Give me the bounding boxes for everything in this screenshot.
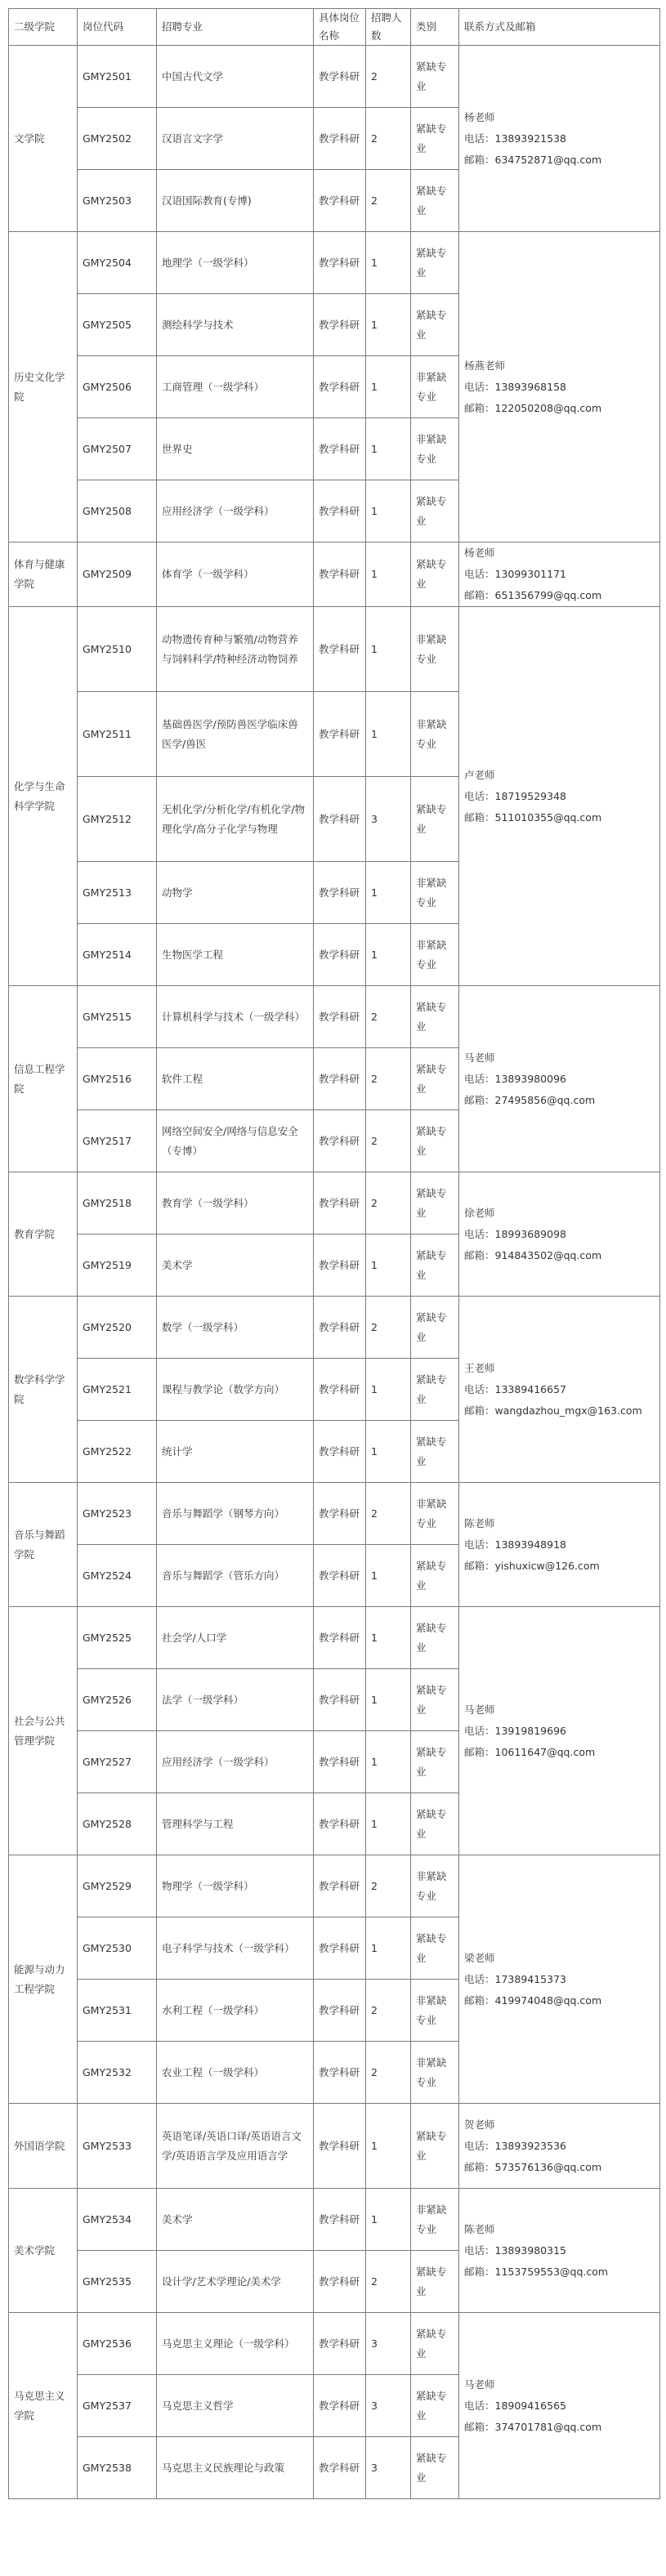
college-cell: 音乐与舞蹈学院: [9, 1483, 78, 1607]
post-name-cell: 教学科研: [314, 1793, 366, 1855]
post-code-cell: GMY2520: [78, 1297, 157, 1359]
major-cell: 电子科学与技术（一级学科）: [157, 1917, 314, 1980]
major-cell: 农业工程（一级学科）: [157, 2042, 314, 2104]
contact-person: 陈老师: [464, 1516, 495, 1529]
major-cell: 数学（一级学科）: [157, 1297, 314, 1359]
count-cell: 1: [366, 356, 411, 418]
category-cell: 非紧缺专业: [411, 692, 459, 777]
contact-person: 梁老师: [464, 1951, 495, 1964]
major-cell: 应用经济学（一级学科）: [157, 1731, 314, 1793]
count-cell: 3: [366, 2437, 411, 2499]
count-cell: 3: [366, 2375, 411, 2437]
contact-cell: [459, 1297, 660, 1483]
post-name-cell: 教学科研: [314, 1855, 366, 1917]
post-code-cell: GMY2510: [78, 607, 157, 692]
major-cell: 测绘科学与技术: [157, 294, 314, 356]
table-row: [9, 46, 660, 108]
contact-cell: [459, 232, 660, 542]
major-cell: 课程与教学论（数学方向）: [157, 1359, 314, 1421]
category-cell: 紧缺专业: [411, 1421, 459, 1483]
contact-phone: 电话：13919819696: [464, 1724, 566, 1737]
post-code-cell: GMY2529: [78, 1855, 157, 1917]
count-cell: 1: [366, 1917, 411, 1980]
post-code-cell: GMY2534: [78, 2189, 157, 2251]
category-cell: 非紧缺专业: [411, 1483, 459, 1545]
count-cell: 1: [366, 232, 411, 294]
post-name-cell: 教学科研: [314, 692, 366, 777]
post-code-cell: GMY2535: [78, 2251, 157, 2313]
post-code-cell: GMY2527: [78, 1731, 157, 1793]
college-cell: 体育与健康学院: [9, 542, 78, 607]
contact-cell: [459, 1172, 660, 1297]
major-cell: 英语笔译/英语口译/英语语言文学/英语语言学及应用语言学: [157, 2104, 314, 2189]
category-cell: 非紧缺专业: [411, 356, 459, 418]
count-cell: 2: [366, 1172, 411, 1234]
category-cell: 紧缺专业: [411, 542, 459, 607]
category-cell: 紧缺专业: [411, 1731, 459, 1793]
post-code-cell: GMY2522: [78, 1421, 157, 1483]
contact-person: 杨老师: [464, 547, 495, 559]
major-cell: 统计学: [157, 1421, 314, 1483]
post-name-cell: 教学科研: [314, 1234, 366, 1297]
post-name-cell: 教学科研: [314, 46, 366, 108]
count-cell: 1: [366, 862, 411, 924]
category-cell: 非紧缺专业: [411, 862, 459, 924]
post-code-cell: GMY2511: [78, 692, 157, 777]
table-body: [9, 46, 660, 2499]
post-code-cell: GMY2528: [78, 1793, 157, 1855]
count-cell: 1: [366, 1359, 411, 1421]
count-cell: 3: [366, 777, 411, 862]
table-row: [9, 1855, 660, 1917]
count-cell: 1: [366, 1234, 411, 1297]
contact-cell: [459, 2313, 660, 2499]
contact-email: 邮箱：wangdazhou_mgx@163.com: [464, 1404, 642, 1417]
category-cell: 紧缺专业: [411, 2313, 459, 2375]
post-code-cell: GMY2505: [78, 294, 157, 356]
college-cell: 文学院: [9, 46, 78, 232]
category-cell: 紧缺专业: [411, 170, 459, 232]
post-code-cell: GMY2509: [78, 542, 157, 607]
contact-phone: 电话：18719529348: [464, 789, 566, 802]
contact-email: 邮箱：634752871@qq.com: [464, 153, 602, 166]
contact-email: 邮箱：914843502@qq.com: [464, 1248, 602, 1261]
major-cell: 水利工程（一级学科）: [157, 1980, 314, 2042]
table-row: [9, 232, 660, 294]
header-contact: 联系方式及邮箱: [459, 9, 660, 46]
contact-cell: [459, 986, 660, 1172]
major-cell: 计算机科学与技术（一级学科）: [157, 986, 314, 1048]
post-name-cell: 教学科研: [314, 1421, 366, 1483]
contact-cell: [459, 2189, 660, 2313]
post-code-cell: GMY2525: [78, 1607, 157, 1669]
major-cell: 美术学: [157, 2189, 314, 2251]
major-cell: 动物遗传育种与繁殖/动物营养与饲料科学/特种经济动物饲养: [157, 607, 314, 692]
contact-cell: [459, 46, 660, 232]
post-code-cell: GMY2523: [78, 1483, 157, 1545]
college-cell: 社会与公共管理学院: [9, 1607, 78, 1855]
contact-email: 邮箱：573576136@qq.com: [464, 2160, 602, 2173]
category-cell: 紧缺专业: [411, 480, 459, 542]
category-cell: 紧缺专业: [411, 1793, 459, 1855]
category-cell: 紧缺专业: [411, 1669, 459, 1731]
contact-phone: 电话：13893980315: [464, 2243, 566, 2257]
count-cell: 2: [366, 1110, 411, 1172]
count-cell: 2: [366, 1855, 411, 1917]
post-code-cell: GMY2518: [78, 1172, 157, 1234]
category-cell: 紧缺专业: [411, 1545, 459, 1607]
major-cell: 无机化学/分析化学/有机化学/物理化学/高分子化学与物理: [157, 777, 314, 862]
category-cell: 紧缺专业: [411, 986, 459, 1048]
major-cell: 地理学（一级学科）: [157, 232, 314, 294]
count-cell: 3: [366, 2313, 411, 2375]
count-cell: 1: [366, 1607, 411, 1669]
contact-person: 卢老师: [464, 768, 495, 781]
major-cell: 美术学: [157, 1234, 314, 1297]
category-cell: 紧缺专业: [411, 2437, 459, 2499]
count-cell: 1: [366, 1731, 411, 1793]
college-cell: 马克思主义学院: [9, 2313, 78, 2499]
contact-email: 邮箱：122050208@qq.com: [464, 401, 602, 414]
count-cell: 1: [366, 480, 411, 542]
contact-person: 徐老师: [464, 1206, 495, 1219]
major-cell: 法学（一级学科）: [157, 1669, 314, 1731]
contact-email: 邮箱：511010355@qq.com: [464, 810, 602, 824]
count-cell: 1: [366, 692, 411, 777]
category-cell: 非紧缺专业: [411, 924, 459, 986]
major-cell: 管理科学与工程: [157, 1793, 314, 1855]
college-cell: 化学与生命科学学院: [9, 607, 78, 986]
category-cell: 紧缺专业: [411, 1234, 459, 1297]
recruitment-table: [8, 8, 660, 2499]
contact-email: 邮箱：1153759553@qq.com: [464, 2265, 609, 2278]
contact-cell: [459, 1483, 660, 1607]
contact-phone: 电话：18993689098: [464, 1227, 566, 1240]
post-code-cell: GMY2530: [78, 1917, 157, 1980]
post-name-cell: 教学科研: [314, 1545, 366, 1607]
contact-phone: 电话：13893980096: [464, 1072, 566, 1085]
contact-person: 马老师: [464, 2377, 495, 2391]
post-code-cell: GMY2515: [78, 986, 157, 1048]
contact-phone: 电话：13893968158: [464, 380, 566, 393]
contact-cell: [459, 1607, 660, 1855]
contact-phone: 电话：17389415373: [464, 1972, 566, 1985]
contact-person: 马老师: [464, 1051, 495, 1064]
post-code-cell: GMY2538: [78, 2437, 157, 2499]
post-code-cell: GMY2514: [78, 924, 157, 986]
major-cell: 汉语言文字学: [157, 108, 314, 170]
contact-phone: 电话：13389416657: [464, 1382, 566, 1395]
post-name-cell: 教学科研: [314, 1297, 366, 1359]
count-cell: 2: [366, 1297, 411, 1359]
post-code-cell: GMY2521: [78, 1359, 157, 1421]
post-name-cell: 教学科研: [314, 1731, 366, 1793]
post-name-cell: 教学科研: [314, 2042, 366, 2104]
major-cell: 物理学（一级学科）: [157, 1855, 314, 1917]
header-post-name: 具体岗位名称: [314, 9, 366, 46]
table-row: [9, 1483, 660, 1545]
count-cell: 1: [366, 294, 411, 356]
college-cell: 外国语学院: [9, 2104, 78, 2189]
header-category: 类别: [411, 9, 459, 46]
contact-email: 邮箱：yishuxicw@126.com: [464, 1559, 600, 1572]
college-cell: 信息工程学院: [9, 986, 78, 1172]
contact-phone: 电话：13893921538: [464, 132, 566, 145]
post-name-cell: 教学科研: [314, 1172, 366, 1234]
major-cell: 工商管理（一级学科）: [157, 356, 314, 418]
category-cell: 紧缺专业: [411, 1172, 459, 1234]
post-name-cell: 教学科研: [314, 862, 366, 924]
contact-person: 贺老师: [464, 2118, 495, 2131]
major-cell: 生物医学工程: [157, 924, 314, 986]
category-cell: 紧缺专业: [411, 1607, 459, 1669]
post-code-cell: GMY2531: [78, 1980, 157, 2042]
contact-phone: 电话：13893923536: [464, 2139, 566, 2152]
major-cell: 中国古代文学: [157, 46, 314, 108]
post-name-cell: 教学科研: [314, 986, 366, 1048]
count-cell: 1: [366, 1545, 411, 1607]
contact-phone: 电话：18909416565: [464, 2399, 566, 2412]
header-college: 二级学院: [9, 9, 78, 46]
table-row: [9, 1607, 660, 1669]
post-code-cell: GMY2536: [78, 2313, 157, 2375]
major-cell: 软件工程: [157, 1048, 314, 1110]
contact-cell: [459, 2104, 660, 2189]
post-code-cell: GMY2512: [78, 777, 157, 862]
contact-email: 邮箱：419974048@qq.com: [464, 1993, 602, 2007]
category-cell: 紧缺专业: [411, 2375, 459, 2437]
category-cell: 非紧缺专业: [411, 1980, 459, 2042]
post-name-cell: 教学科研: [314, 1669, 366, 1731]
table-row: [9, 2313, 660, 2375]
category-cell: 紧缺专业: [411, 1359, 459, 1421]
post-name-cell: 教学科研: [314, 1359, 366, 1421]
post-name-cell: 教学科研: [314, 2313, 366, 2375]
college-cell: 教育学院: [9, 1172, 78, 1297]
post-name-cell: 教学科研: [314, 232, 366, 294]
contact-person: 杨老师: [464, 110, 495, 123]
table-row: [9, 986, 660, 1048]
contact-phone: 电话：13893948918: [464, 1538, 566, 1551]
major-cell: 动物学: [157, 862, 314, 924]
post-name-cell: 教学科研: [314, 1917, 366, 1980]
post-code-cell: GMY2507: [78, 418, 157, 480]
post-code-cell: GMY2501: [78, 46, 157, 108]
category-cell: 紧缺专业: [411, 232, 459, 294]
post-name-cell: 教学科研: [314, 924, 366, 986]
contact-email: 邮箱：651356799@qq.com: [464, 589, 602, 601]
count-cell: 1: [366, 924, 411, 986]
major-cell: 基础兽医学/预防兽医学临床兽医学/兽医: [157, 692, 314, 777]
count-cell: 1: [366, 2189, 411, 2251]
post-code-cell: GMY2508: [78, 480, 157, 542]
college-cell: 能源与动力工程学院: [9, 1855, 78, 2104]
count-cell: 2: [366, 46, 411, 108]
post-code-cell: GMY2533: [78, 2104, 157, 2189]
post-code-cell: GMY2524: [78, 1545, 157, 1607]
post-code-cell: GMY2526: [78, 1669, 157, 1731]
category-cell: 非紧缺专业: [411, 1855, 459, 1917]
header-count: 招聘人数: [366, 9, 411, 46]
major-cell: 体育学（一级学科）: [157, 542, 314, 607]
count-cell: 2: [366, 1048, 411, 1110]
major-cell: 汉语国际教育(专博): [157, 170, 314, 232]
major-cell: 教育学（一级学科）: [157, 1172, 314, 1234]
post-name-cell: 教学科研: [314, 108, 366, 170]
post-code-cell: GMY2516: [78, 1048, 157, 1110]
post-name-cell: 教学科研: [314, 2437, 366, 2499]
contact-person: 陈老师: [464, 2222, 495, 2235]
post-code-cell: GMY2504: [78, 232, 157, 294]
contact-email: 邮箱：27495856@qq.com: [464, 1093, 596, 1106]
post-code-cell: GMY2517: [78, 1110, 157, 1172]
major-cell: 世界史: [157, 418, 314, 480]
count-cell: 2: [366, 108, 411, 170]
header-post-code: 岗位代码: [78, 9, 157, 46]
college-cell: 历史文化学院: [9, 232, 78, 542]
post-name-cell: 教学科研: [314, 777, 366, 862]
post-code-cell: GMY2503: [78, 170, 157, 232]
header-row: [9, 9, 660, 46]
table-row: [9, 1172, 660, 1234]
post-code-cell: GMY2513: [78, 862, 157, 924]
post-name-cell: 教学科研: [314, 480, 366, 542]
post-name-cell: 教学科研: [314, 1483, 366, 1545]
category-cell: 紧缺专业: [411, 777, 459, 862]
category-cell: 紧缺专业: [411, 1297, 459, 1359]
category-cell: 非紧缺专业: [411, 607, 459, 692]
contact-phone: 电话：13099301171: [464, 568, 566, 580]
category-cell: 紧缺专业: [411, 46, 459, 108]
college-cell: 美术学院: [9, 2189, 78, 2313]
category-cell: 紧缺专业: [411, 1917, 459, 1980]
count-cell: 2: [366, 170, 411, 232]
major-cell: 应用经济学（一级学科）: [157, 480, 314, 542]
post-name-cell: 教学科研: [314, 542, 366, 607]
category-cell: 紧缺专业: [411, 294, 459, 356]
post-code-cell: GMY2532: [78, 2042, 157, 2104]
major-cell: 社会学/人口学: [157, 1607, 314, 1669]
post-name-cell: 教学科研: [314, 418, 366, 480]
post-name-cell: 教学科研: [314, 607, 366, 692]
count-cell: 1: [366, 418, 411, 480]
header-major: 招聘专业: [157, 9, 314, 46]
post-name-cell: 教学科研: [314, 356, 366, 418]
category-cell: 非紧缺专业: [411, 418, 459, 480]
contact-email: 邮箱：10611647@qq.com: [464, 1745, 596, 1758]
category-cell: 非紧缺专业: [411, 2189, 459, 2251]
post-name-cell: 教学科研: [314, 1110, 366, 1172]
category-cell: 紧缺专业: [411, 1048, 459, 1110]
count-cell: 1: [366, 607, 411, 692]
post-name-cell: 教学科研: [314, 1607, 366, 1669]
count-cell: 2: [366, 1980, 411, 2042]
post-code-cell: GMY2537: [78, 2375, 157, 2437]
post-name-cell: 教学科研: [314, 294, 366, 356]
major-cell: 马克思主义民族理论与政策: [157, 2437, 314, 2499]
count-cell: 2: [366, 1483, 411, 1545]
count-cell: 1: [366, 2104, 411, 2189]
major-cell: 马克思主义理论（一级学科）: [157, 2313, 314, 2375]
contact-cell: [459, 542, 660, 607]
contact-cell: [459, 1855, 660, 2104]
table-row: [9, 2189, 660, 2251]
major-cell: 设计学/艺术学理论/美术学: [157, 2251, 314, 2313]
contact-person: 马老师: [464, 1703, 495, 1716]
post-code-cell: GMY2519: [78, 1234, 157, 1297]
contact-person: 王老师: [464, 1361, 495, 1374]
college-cell: 数学科学学院: [9, 1297, 78, 1483]
count-cell: 1: [366, 1793, 411, 1855]
major-cell: 音乐与舞蹈学（管乐方向）: [157, 1545, 314, 1607]
table-row: [9, 1297, 660, 1359]
contact-person: 杨燕老师: [464, 359, 506, 372]
count-cell: 1: [366, 1669, 411, 1731]
category-cell: 紧缺专业: [411, 2251, 459, 2313]
major-cell: 音乐与舞蹈学（钢琴方向）: [157, 1483, 314, 1545]
post-code-cell: GMY2502: [78, 108, 157, 170]
table-row: [9, 542, 660, 607]
post-code-cell: GMY2506: [78, 356, 157, 418]
major-cell: 马克思主义哲学: [157, 2375, 314, 2437]
count-cell: 2: [366, 2042, 411, 2104]
post-name-cell: 教学科研: [314, 2375, 366, 2437]
post-name-cell: 教学科研: [314, 170, 366, 232]
contact-cell: [459, 607, 660, 986]
post-name-cell: 教学科研: [314, 2251, 366, 2313]
post-name-cell: 教学科研: [314, 1980, 366, 2042]
table-row: [9, 607, 660, 692]
table-row: [9, 2104, 660, 2189]
category-cell: 紧缺专业: [411, 2104, 459, 2189]
count-cell: 2: [366, 2251, 411, 2313]
category-cell: 紧缺专业: [411, 108, 459, 170]
post-name-cell: 教学科研: [314, 2104, 366, 2189]
count-cell: 1: [366, 1421, 411, 1483]
major-cell: 网络空间安全/网络与信息安全（专博）: [157, 1110, 314, 1172]
count-cell: 1: [366, 542, 411, 607]
contact-email: 邮箱：374701781@qq.com: [464, 2420, 602, 2433]
post-name-cell: 教学科研: [314, 2189, 366, 2251]
count-cell: 2: [366, 986, 411, 1048]
table-header: [9, 9, 660, 46]
category-cell: 非紧缺专业: [411, 2042, 459, 2104]
category-cell: 紧缺专业: [411, 1110, 459, 1172]
post-name-cell: 教学科研: [314, 1048, 366, 1110]
